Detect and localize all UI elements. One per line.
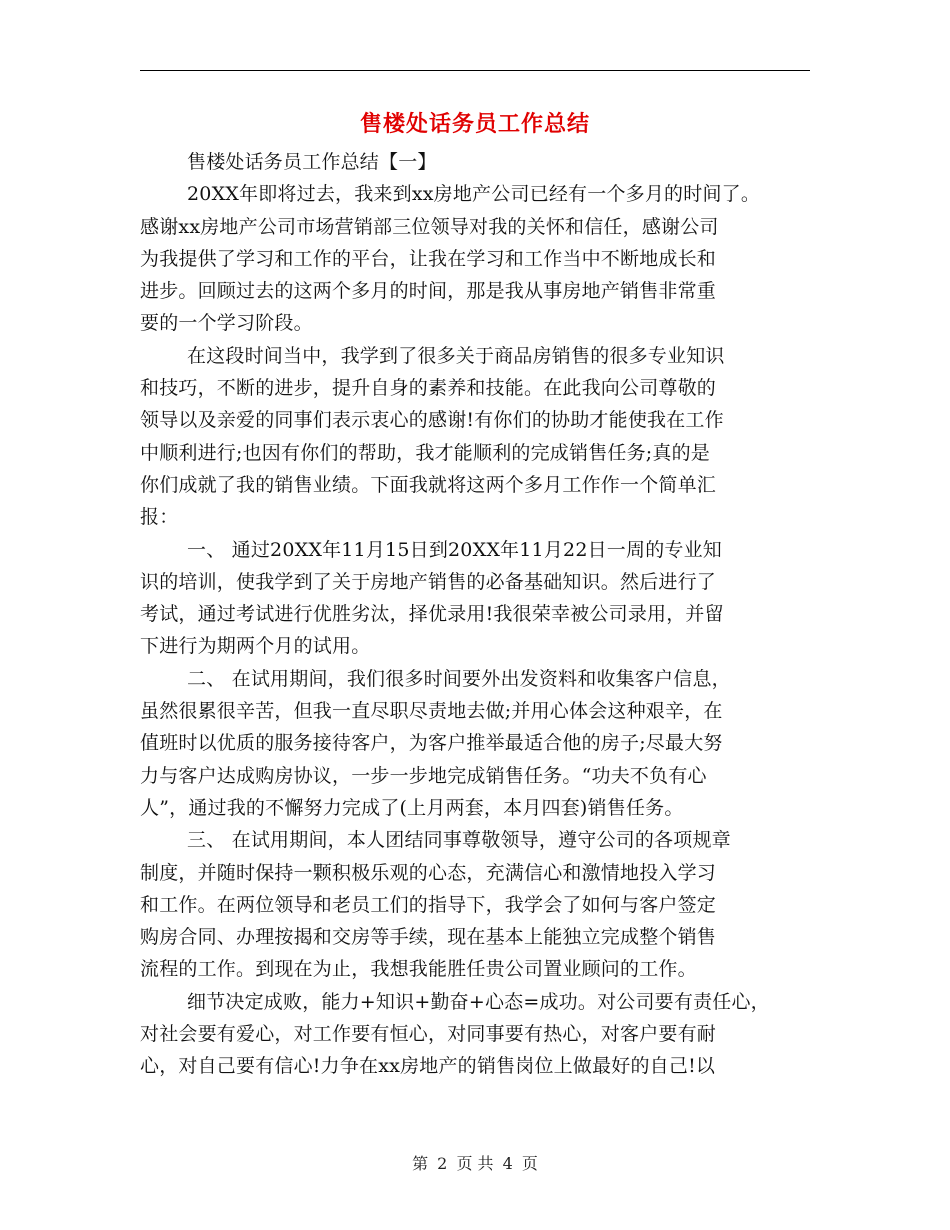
text-line: 20XX年即将过去，我来到xx房地产公司已经有一个多月的时间了。 bbox=[187, 183, 761, 206]
text-line: 对社会要有爱心，对工作要有恒心，对同事要有热心，对客户要有耐 bbox=[140, 1023, 717, 1046]
footer-total-pages: 4 bbox=[502, 1154, 513, 1173]
text-line: 和工作。在两位领导和老员工们的指导下，我学会了如何与客户签定 bbox=[140, 893, 717, 916]
text-line: 细节决定成败，能力+知识+勤奋+心态=成功。对公司要有责任心， bbox=[187, 990, 770, 1013]
text-line: 心，对自己要有信心!力争在xx房地产的销售岗位上做最好的自己!以 bbox=[140, 1055, 716, 1078]
text-line: 要的一个学习阶段。 bbox=[140, 312, 313, 335]
text-line: 领导以及亲爱的同事们表示衷心的感谢!有你们的协助才能使我在工作 bbox=[140, 409, 724, 432]
text-line: 下进行为期两个月的试用。 bbox=[140, 635, 371, 658]
page-footer bbox=[0, 1152, 950, 1176]
footer-prefix: 第 bbox=[412, 1154, 429, 1173]
footer-page-number: 2 bbox=[437, 1154, 448, 1173]
text-line: 流程的工作。到现在为止，我想我能胜任贵公司置业顾问的工作。 bbox=[140, 958, 697, 981]
text-line: 进步。回顾过去的这两个多月的时间，那是我从事房地产销售非常重 bbox=[140, 280, 717, 303]
text-line: 和技巧，不断的进步，提升自身的素养和技能。在此我向公司尊敬的 bbox=[140, 377, 717, 400]
text-line: 为我提供了学习和工作的平台，让我在学习和工作当中不断地成长和 bbox=[140, 247, 717, 270]
text-line: 识的培训，使我学到了关于房地产销售的必备基础知识。然后进行了 bbox=[140, 570, 717, 593]
document-title: 售楼处话务员工作总结 bbox=[359, 111, 590, 137]
footer-suffix: 页 bbox=[521, 1154, 538, 1173]
document-body bbox=[140, 146, 810, 1083]
text-line: 二、 在试用期间，我们很多时间要外出发资料和收集客户信息， bbox=[187, 667, 731, 690]
text-line: 你们成就了我的销售业绩。下面我就将这两个多月工作作一个简单汇 bbox=[140, 473, 717, 496]
text-line: 制度，并随时保持一颗积极乐观的心态，充满信心和激情地投入学习 bbox=[140, 861, 717, 884]
text-line: 考试，通过考试进行优胜劣汰，择优录用!我很荣幸被公司录用，并留 bbox=[140, 603, 724, 626]
text-line: 感谢xx房地产公司市场营销部三位领导对我的关怀和信任，感谢公司 bbox=[140, 215, 719, 238]
text-line: 在这段时间当中，我学到了很多关于商品房销售的很多专业知识 bbox=[187, 344, 725, 367]
footer-mid: 页 共 bbox=[456, 1154, 494, 1173]
text-line: 中顺利进行;也因有你们的帮助，我才能顺利的完成销售任务;真的是 bbox=[140, 441, 711, 464]
text-line: 三、 在试用期间，本人团结同事尊敬领导，遵守公司的各项规章 bbox=[187, 829, 731, 852]
text-line: 虽然很累很辛苦，但我一直尽职尽责地去做;并用心体会这种艰辛，在 bbox=[140, 700, 723, 723]
text-line: 值班时以优质的服务接待客户，为客户推举最适合他的房子;尽最大努 bbox=[140, 732, 723, 755]
text-line: 购房合同、办理按揭和交房等手续，现在基本上能独立完成整个销售 bbox=[140, 926, 717, 949]
text-line: 力与客户达成购房协议，一步一步地完成销售任务。“功夫不负有心 bbox=[140, 764, 707, 787]
text-line: 报： bbox=[140, 506, 179, 529]
text-line: 售楼处话务员工作总结【一】 bbox=[187, 151, 437, 173]
header-rule bbox=[140, 70, 810, 71]
text-line: 人”，通过我的不懈努力完成了(上月两套，本月四套)销售任务。 bbox=[140, 796, 684, 819]
text-line: 一、 通过20XX年11月15日到20XX年11月22日一周的专业知 bbox=[187, 538, 723, 561]
